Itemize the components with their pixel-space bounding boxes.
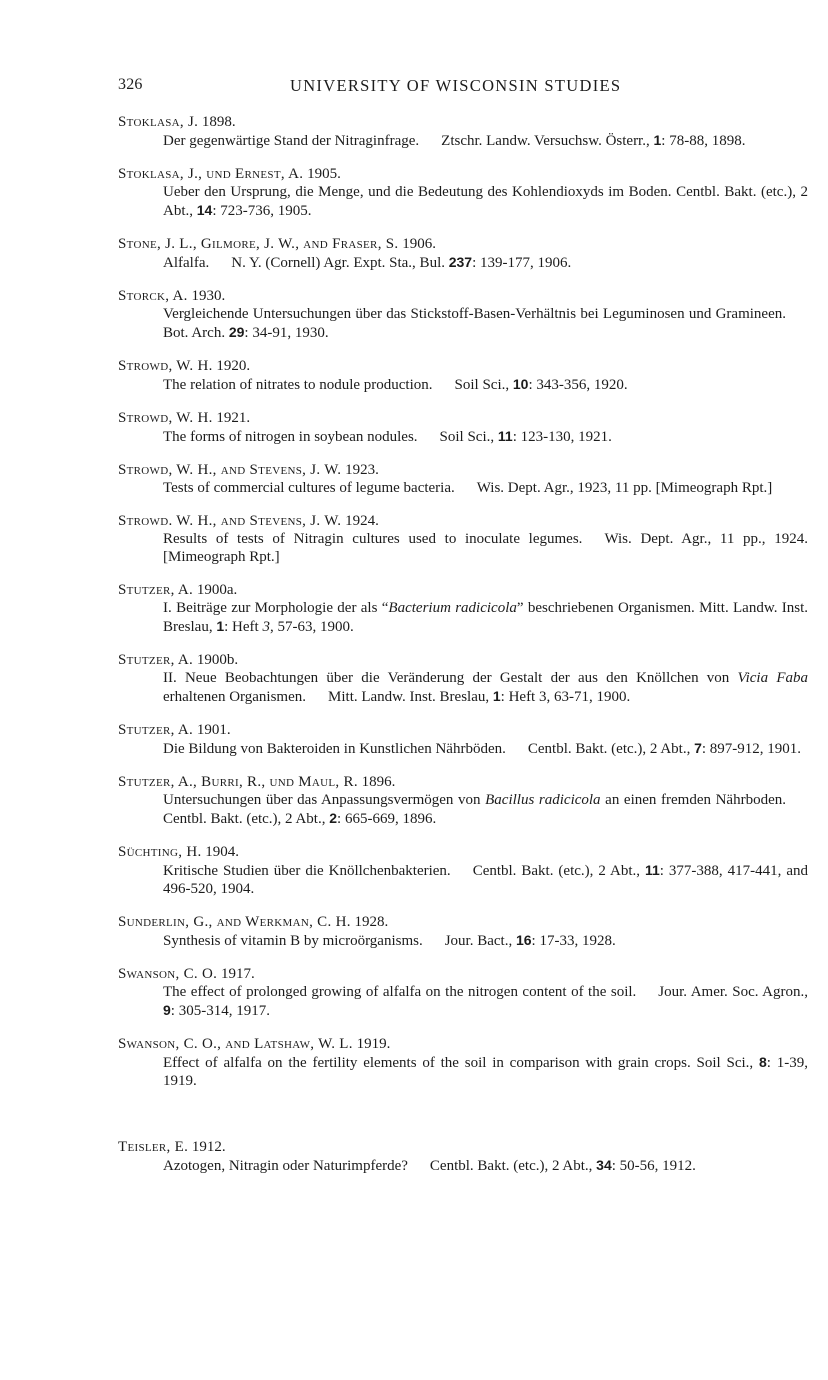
- entry-title: I. Beiträge zur Morphologie der als “: [163, 600, 389, 616]
- bibliography-entry: [118, 843, 808, 898]
- entry-source: Centbl. Bakt. (etc.), 2 Abt.,: [163, 184, 808, 219]
- entry-pages: : 139-177, 1906.: [472, 255, 572, 271]
- entry-source: Wis. Dept. Agr., 1923, 11 pp. [Mimeograph Rpt.]: [476, 480, 773, 496]
- entry-title-end: ” beschriebenen Organismen.: [516, 600, 695, 616]
- bibliography-entry: [118, 512, 808, 566]
- entry-year: 1905.: [307, 166, 341, 182]
- entry-year: 1900b.: [196, 652, 239, 668]
- entry-pages: : 897-912, 1901.: [701, 741, 802, 757]
- entry-volume: 29: [228, 324, 245, 340]
- entry-author: Strowd, W. H.: [118, 410, 213, 426]
- entry-author: Swanson, C. O., and Latshaw, W. L.: [118, 1036, 353, 1052]
- entry-year: 1904.: [205, 844, 240, 860]
- entry-source: Jour. Bact.,: [444, 933, 513, 949]
- bibliography-entry: [118, 913, 808, 950]
- bibliography-entry: [118, 1138, 808, 1175]
- entry-year: 1906.: [402, 236, 436, 252]
- entry-volume: 2: [329, 810, 338, 826]
- entry-year: 1920.: [216, 358, 251, 374]
- entry-volume: 237: [448, 254, 473, 270]
- entry-title: The forms of nitrogen in soybean nodules.: [163, 429, 418, 445]
- entry-body: [118, 479, 808, 497]
- bibliography-entry: [118, 651, 808, 706]
- entry-body: [118, 1156, 808, 1175]
- entry-pages: : 123-130, 1921.: [512, 429, 612, 445]
- entry-pages: : Heft 3, 63-71, 1900.: [500, 689, 631, 705]
- entry-body: [118, 669, 808, 706]
- entry-author: Süchting, H.: [118, 844, 202, 860]
- entry-year: 1923.: [345, 462, 379, 478]
- entry-volume: 14: [196, 202, 213, 218]
- entry-title: Results of tests of Nitragin cultures used to inoculate legumes.: [163, 531, 583, 547]
- entry-author: Storck, A.: [118, 288, 188, 304]
- entry-pages: : 305-314, 1917.: [170, 1003, 270, 1019]
- entry-volume: 7: [694, 740, 702, 756]
- entry-title: Tests of commercial cultures of legume bacteria.: [163, 480, 455, 496]
- entry-pages: : 17-33, 1928.: [531, 933, 616, 949]
- entry-year: 1917.: [220, 966, 255, 982]
- entry-body: [118, 1053, 808, 1090]
- entry-year: 1896.: [361, 774, 396, 790]
- entry-author: Strowd, W. H.: [118, 358, 213, 374]
- entry-source: Centbl. Bakt. (etc.), 2 Abt.,: [163, 811, 326, 827]
- entry-title: Ueber den Ursprung, die Menge, und die Bedeutung des Kohlendioxyds im Boden.: [163, 184, 672, 200]
- entry-title: Alfalfa.: [163, 255, 210, 271]
- entry-pages: : 1-39, 1919.: [163, 1055, 808, 1089]
- bibliography-entry: [118, 165, 808, 220]
- entry-year: 1930.: [191, 288, 226, 304]
- entry-body: [118, 305, 808, 342]
- entry-source: N. Y. (Cornell) Agr. Expt. Sta., Bul.: [231, 255, 445, 271]
- entry-title: II. Neue Beobachtungen über die Veränderung der Gestalt der aus den Knöllchen von: [163, 670, 738, 686]
- entry-title: Effect of alfalfa on the fertility elements of the soil in comparison with grain crops.: [163, 1055, 691, 1071]
- entry-volume: 8: [758, 1054, 767, 1070]
- page-number: 326: [118, 76, 143, 93]
- entry-title: The effect of prolonged growing of alfalfa on the nitrogen content of the soil.: [163, 984, 637, 1000]
- bibliography-entry: [118, 1035, 808, 1090]
- bibliography-list: [118, 113, 808, 1190]
- entry-source: Centbl. Bakt. (etc.), 2 Abt.,: [472, 863, 641, 879]
- bibliography-entry: [118, 409, 808, 446]
- entry-source: Soil Sci.,: [439, 429, 495, 445]
- entry-volume: 11: [497, 428, 513, 444]
- entry-author: Stutzer, A., Burri, R., und Maul, R.: [118, 774, 358, 790]
- entry-title-italic: Vicia Faba: [737, 670, 808, 686]
- entry-body: [118, 183, 808, 220]
- entry-title-end: an einen fremden Nährboden.: [600, 792, 786, 808]
- entry-author: Stutzer, A.: [118, 582, 194, 598]
- bibliography-entry: [118, 773, 808, 828]
- page-header: [118, 76, 828, 100]
- entry-body: [118, 253, 808, 272]
- entry-body: [118, 131, 808, 150]
- entry-pages-end: , 57-63, 1900.: [269, 619, 354, 635]
- entry-body: [118, 375, 808, 394]
- entry-body: [118, 791, 808, 828]
- entry-year: 1928.: [354, 914, 389, 930]
- entry-title: Vergleichende Untersuchungen über das Stickstoff-Basen-Verhältnis bei Leguminosen und Gramineen.: [163, 306, 786, 322]
- bibliography-entry: [118, 461, 808, 497]
- entry-author: Stone, J. L., Gilmore, J. W., and Fraser, S.: [118, 236, 399, 252]
- entry-title-italic: Bacillus radicicola: [485, 792, 601, 808]
- bibliography-entry: [118, 965, 808, 1020]
- entry-author: Strowd, W. H., and Stevens, J. W.: [118, 462, 342, 478]
- entry-issue: 3: [262, 619, 270, 635]
- entry-year: 1900a.: [196, 582, 238, 598]
- bibliography-entry: [118, 581, 808, 636]
- entry-author: Stoklasa, J., und Ernest, A.: [118, 166, 304, 182]
- entry-author: Stutzer, A.: [118, 722, 194, 738]
- entry-year: 1912.: [191, 1139, 226, 1155]
- entry-volume: 1: [216, 618, 225, 634]
- entry-body: [118, 427, 808, 446]
- entry-title: Synthesis of vitamin B by microörganisms.: [163, 933, 423, 949]
- entry-body: [118, 599, 808, 636]
- bibliography-entry: [118, 357, 808, 394]
- bibliography-entry: [118, 113, 808, 150]
- entry-pages: : 50-56, 1912.: [611, 1158, 696, 1174]
- entry-title-end: erhaltenen Organismen.: [163, 689, 307, 705]
- entry-source: Mitt. Landw. Inst. Breslau,: [328, 689, 490, 705]
- entry-source: Centbl. Bakt. (etc.), 2 Abt.,: [429, 1158, 593, 1174]
- entry-title: The relation of nitrates to nodule production.: [163, 377, 433, 393]
- entry-title: Der gegenwärtige Stand der Nitraginfrage.: [163, 133, 420, 149]
- entry-source: Soil Sci.,: [454, 377, 510, 393]
- running-head: UNIVERSITY OF WISCONSIN STUDIES: [290, 76, 622, 95]
- entry-year: 1901.: [196, 722, 231, 738]
- entry-body: [118, 530, 808, 566]
- entry-author: Stutzer, A.: [118, 652, 194, 668]
- bibliography-entry: [118, 287, 808, 342]
- entry-volume: 34: [596, 1157, 612, 1173]
- entry-year: 1924.: [345, 513, 379, 529]
- entry-pages: : 723-736, 1905.: [212, 203, 312, 219]
- entry-pages: : 377-388, 417-441, and 496-520, 1904.: [163, 863, 808, 897]
- entry-pages: : Heft: [224, 619, 263, 635]
- entry-year: 1921.: [216, 410, 251, 426]
- entry-pages: : 343-356, 1920.: [528, 377, 628, 393]
- entry-source: Wis. Dept. Agr., 11 pp., 1924. [Mimeograph Rpt.]: [163, 531, 808, 565]
- bibliography-entry: [118, 721, 808, 758]
- entry-volume: 1: [653, 132, 662, 148]
- entry-pages: : 34-91, 1930.: [244, 325, 329, 341]
- entry-author: Teisler, E.: [118, 1139, 189, 1155]
- entry-author: Stoklasa, J.: [118, 114, 199, 130]
- entry-title-italic: Bacterium radicicola: [388, 600, 517, 616]
- entry-volume: 11: [644, 862, 660, 878]
- entry-pages: : 665-669, 1896.: [337, 811, 437, 827]
- entry-body: [118, 739, 808, 758]
- entry-body: [118, 983, 808, 1020]
- entry-source: Soil Sci.,: [696, 1055, 754, 1071]
- entry-title: Azotogen, Nitragin oder Naturimpferde?: [163, 1158, 408, 1174]
- entry-source: Bot. Arch.: [163, 325, 226, 341]
- entry-body: [118, 861, 808, 898]
- entry-year: 1898.: [201, 114, 236, 130]
- entry-volume: 9: [163, 1002, 171, 1018]
- entry-year: 1919.: [356, 1036, 391, 1052]
- entry-title: Kritische Studien über die Knöllchenbakterien.: [163, 863, 451, 879]
- entry-source: Ztschr. Landw. Versuchsw. Österr.,: [441, 133, 650, 149]
- bibliography-entry: [118, 235, 808, 272]
- entry-pages: : 78-88, 1898.: [661, 133, 746, 149]
- entry-author: Sunderlin, G., and Werkman, C. H.: [118, 914, 351, 930]
- entry-volume: 1: [492, 688, 501, 704]
- entry-source: Jour. Amer. Soc. Agron.,: [658, 984, 808, 1000]
- entry-volume: 10: [512, 376, 529, 392]
- entry-title: Untersuchungen über das Anpassungsvermögen von: [163, 792, 486, 808]
- entry-volume: 16: [515, 932, 532, 948]
- entry-body: [118, 931, 808, 950]
- entry-source: Mitt. Landw. Inst. Breslau,: [163, 600, 809, 635]
- entry-author: Swanson, C. O.: [118, 966, 218, 982]
- entry-title: Die Bildung von Bakteroiden in Kunstlichen Nährböden.: [163, 741, 506, 757]
- entry-author: Strowd. W. H., and Stevens, J. W.: [118, 513, 342, 529]
- entry-source: Centbl. Bakt. (etc.), 2 Abt.,: [527, 741, 691, 757]
